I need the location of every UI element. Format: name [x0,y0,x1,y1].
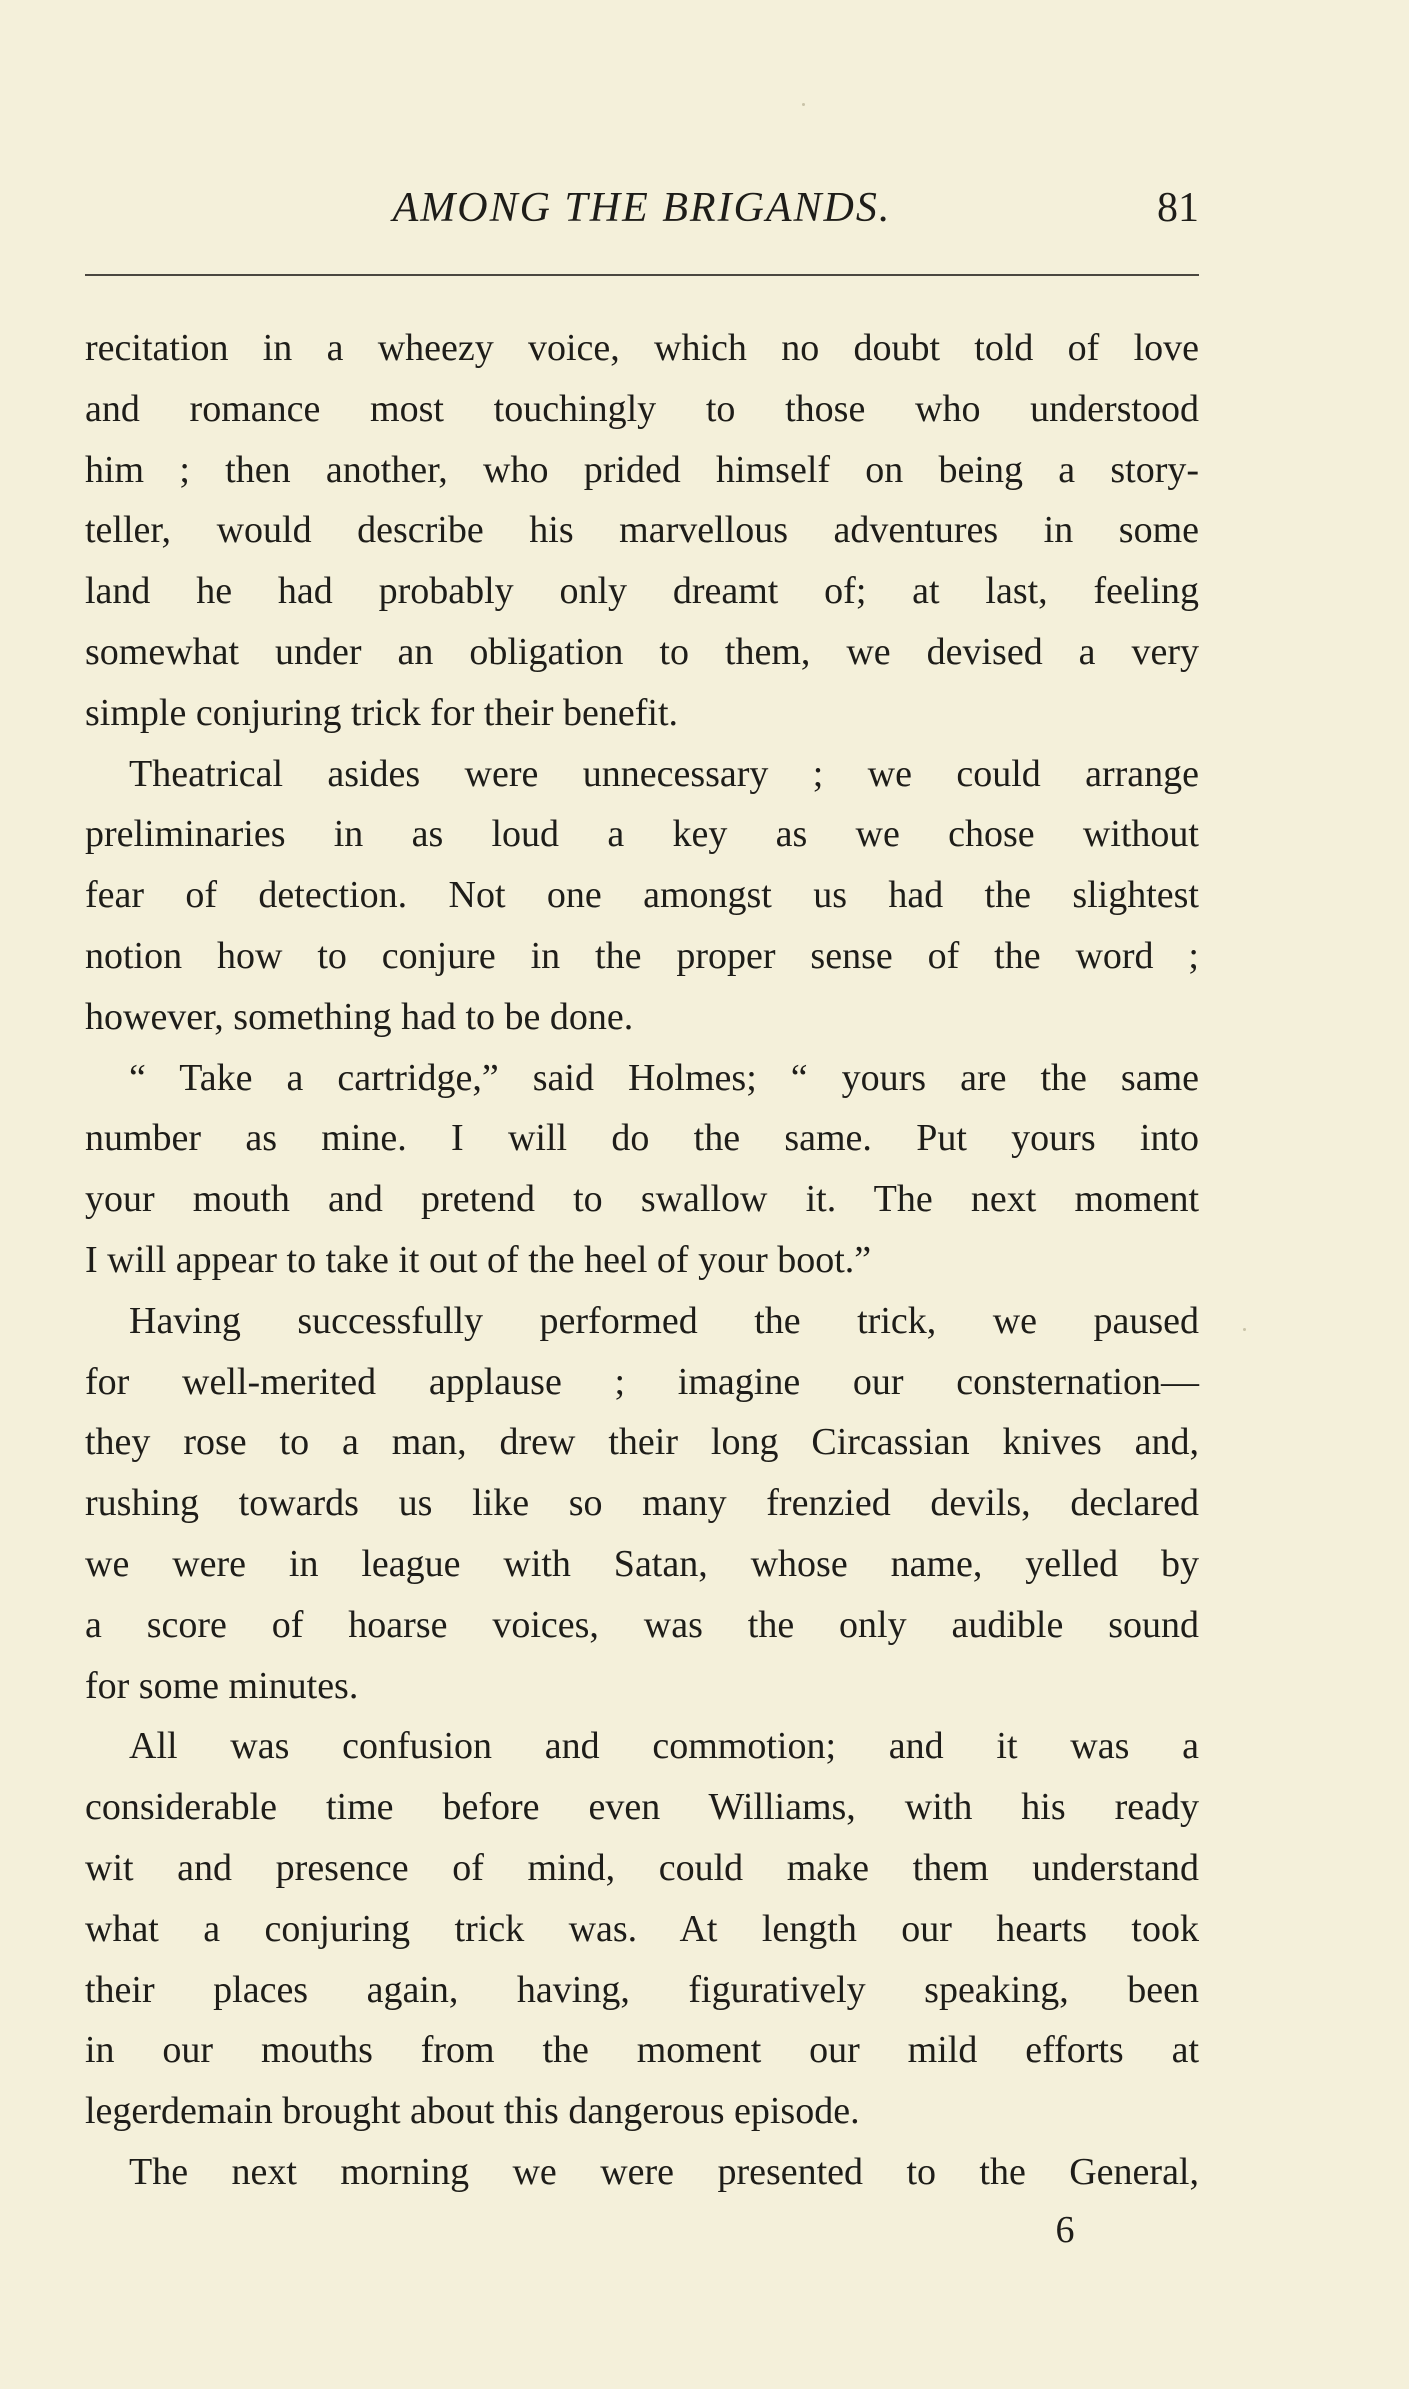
text-line: I will appear to take it out of the heel of your boot.” [85,1238,872,1281]
running-title: AMONG THE BRIGANDS. [392,185,892,231]
text-line: “ Take a cartridge,” said Holmes; “ yours are the same [129,1056,1199,1099]
text-line: Having successfully performed the trick, we paused [129,1299,1199,1342]
text-line: teller, would describe his marvellous adventures in some [85,509,1199,552]
text-line: and romance most touchingly to those who understood [85,387,1199,430]
text-line: we were in league with Satan, whose name, yelled by [85,1542,1199,1585]
text-line: however, something had to be done. [85,995,634,1038]
text-line: land he had probably only dreamt of; at last, feeling [85,570,1199,613]
text-line: what a conjuring trick was. At length our hearts took [85,1907,1199,1950]
text-line: considerable time before even Williams, with his ready [85,1786,1199,1829]
text-line: they rose to a man, drew their long Circassian knives and, [85,1421,1199,1464]
paper-speck [802,103,805,106]
text-line: a score of hoarse voices, was the only audible sound [85,1603,1199,1646]
signature-mark: 6 [1055,2209,1075,2251]
text-line: The next morning we were presented to the General, [129,2150,1199,2193]
text-line: recitation in a wheezy voice, which no doubt told of love [85,327,1199,369]
running-head [85,178,1199,238]
body-text [85,318,1199,2203]
text-line: for some minutes. [85,1664,359,1707]
page-number: 81 [1157,185,1199,231]
header-rule [85,274,1199,276]
text-line: legerdemain brought about this dangerous episode. [85,2090,860,2133]
text-line: rushing towards us like so many frenzied devils, declared [85,1482,1199,1525]
text-line: your mouth and pretend to swallow it. The next moment [85,1178,1199,1221]
text-line: fear of detection. Not one amongst us had the slightest [85,874,1199,917]
paper-speck [1243,1328,1246,1331]
text-line: somewhat under an obligation to them, we devised a very [85,630,1199,673]
text-line: notion how to conjure in the proper sense of the word ; [85,934,1199,977]
text-line: preliminaries in as loud a key as we chose without [85,813,1199,856]
text-line: for well-merited applause ; imagine our consternation— [85,1360,1199,1403]
text-line: All was confusion and commotion; and it was a [129,1725,1199,1768]
text-line: their places again, having, figuratively speaking, been [85,1968,1199,2011]
text-line: in our mouths from the moment our mild efforts at [85,2029,1199,2072]
text-line: him ; then another, who prided himself on being a story- [85,448,1199,491]
text-line: number as mine. I will do the same. Put yours into [85,1117,1199,1160]
text-line: Theatrical asides were unnecessary ; we could arrange [129,752,1199,795]
text-line: wit and presence of mind, could make them understand [85,1846,1199,1889]
text-line: simple conjuring trick for their benefit. [85,691,679,734]
